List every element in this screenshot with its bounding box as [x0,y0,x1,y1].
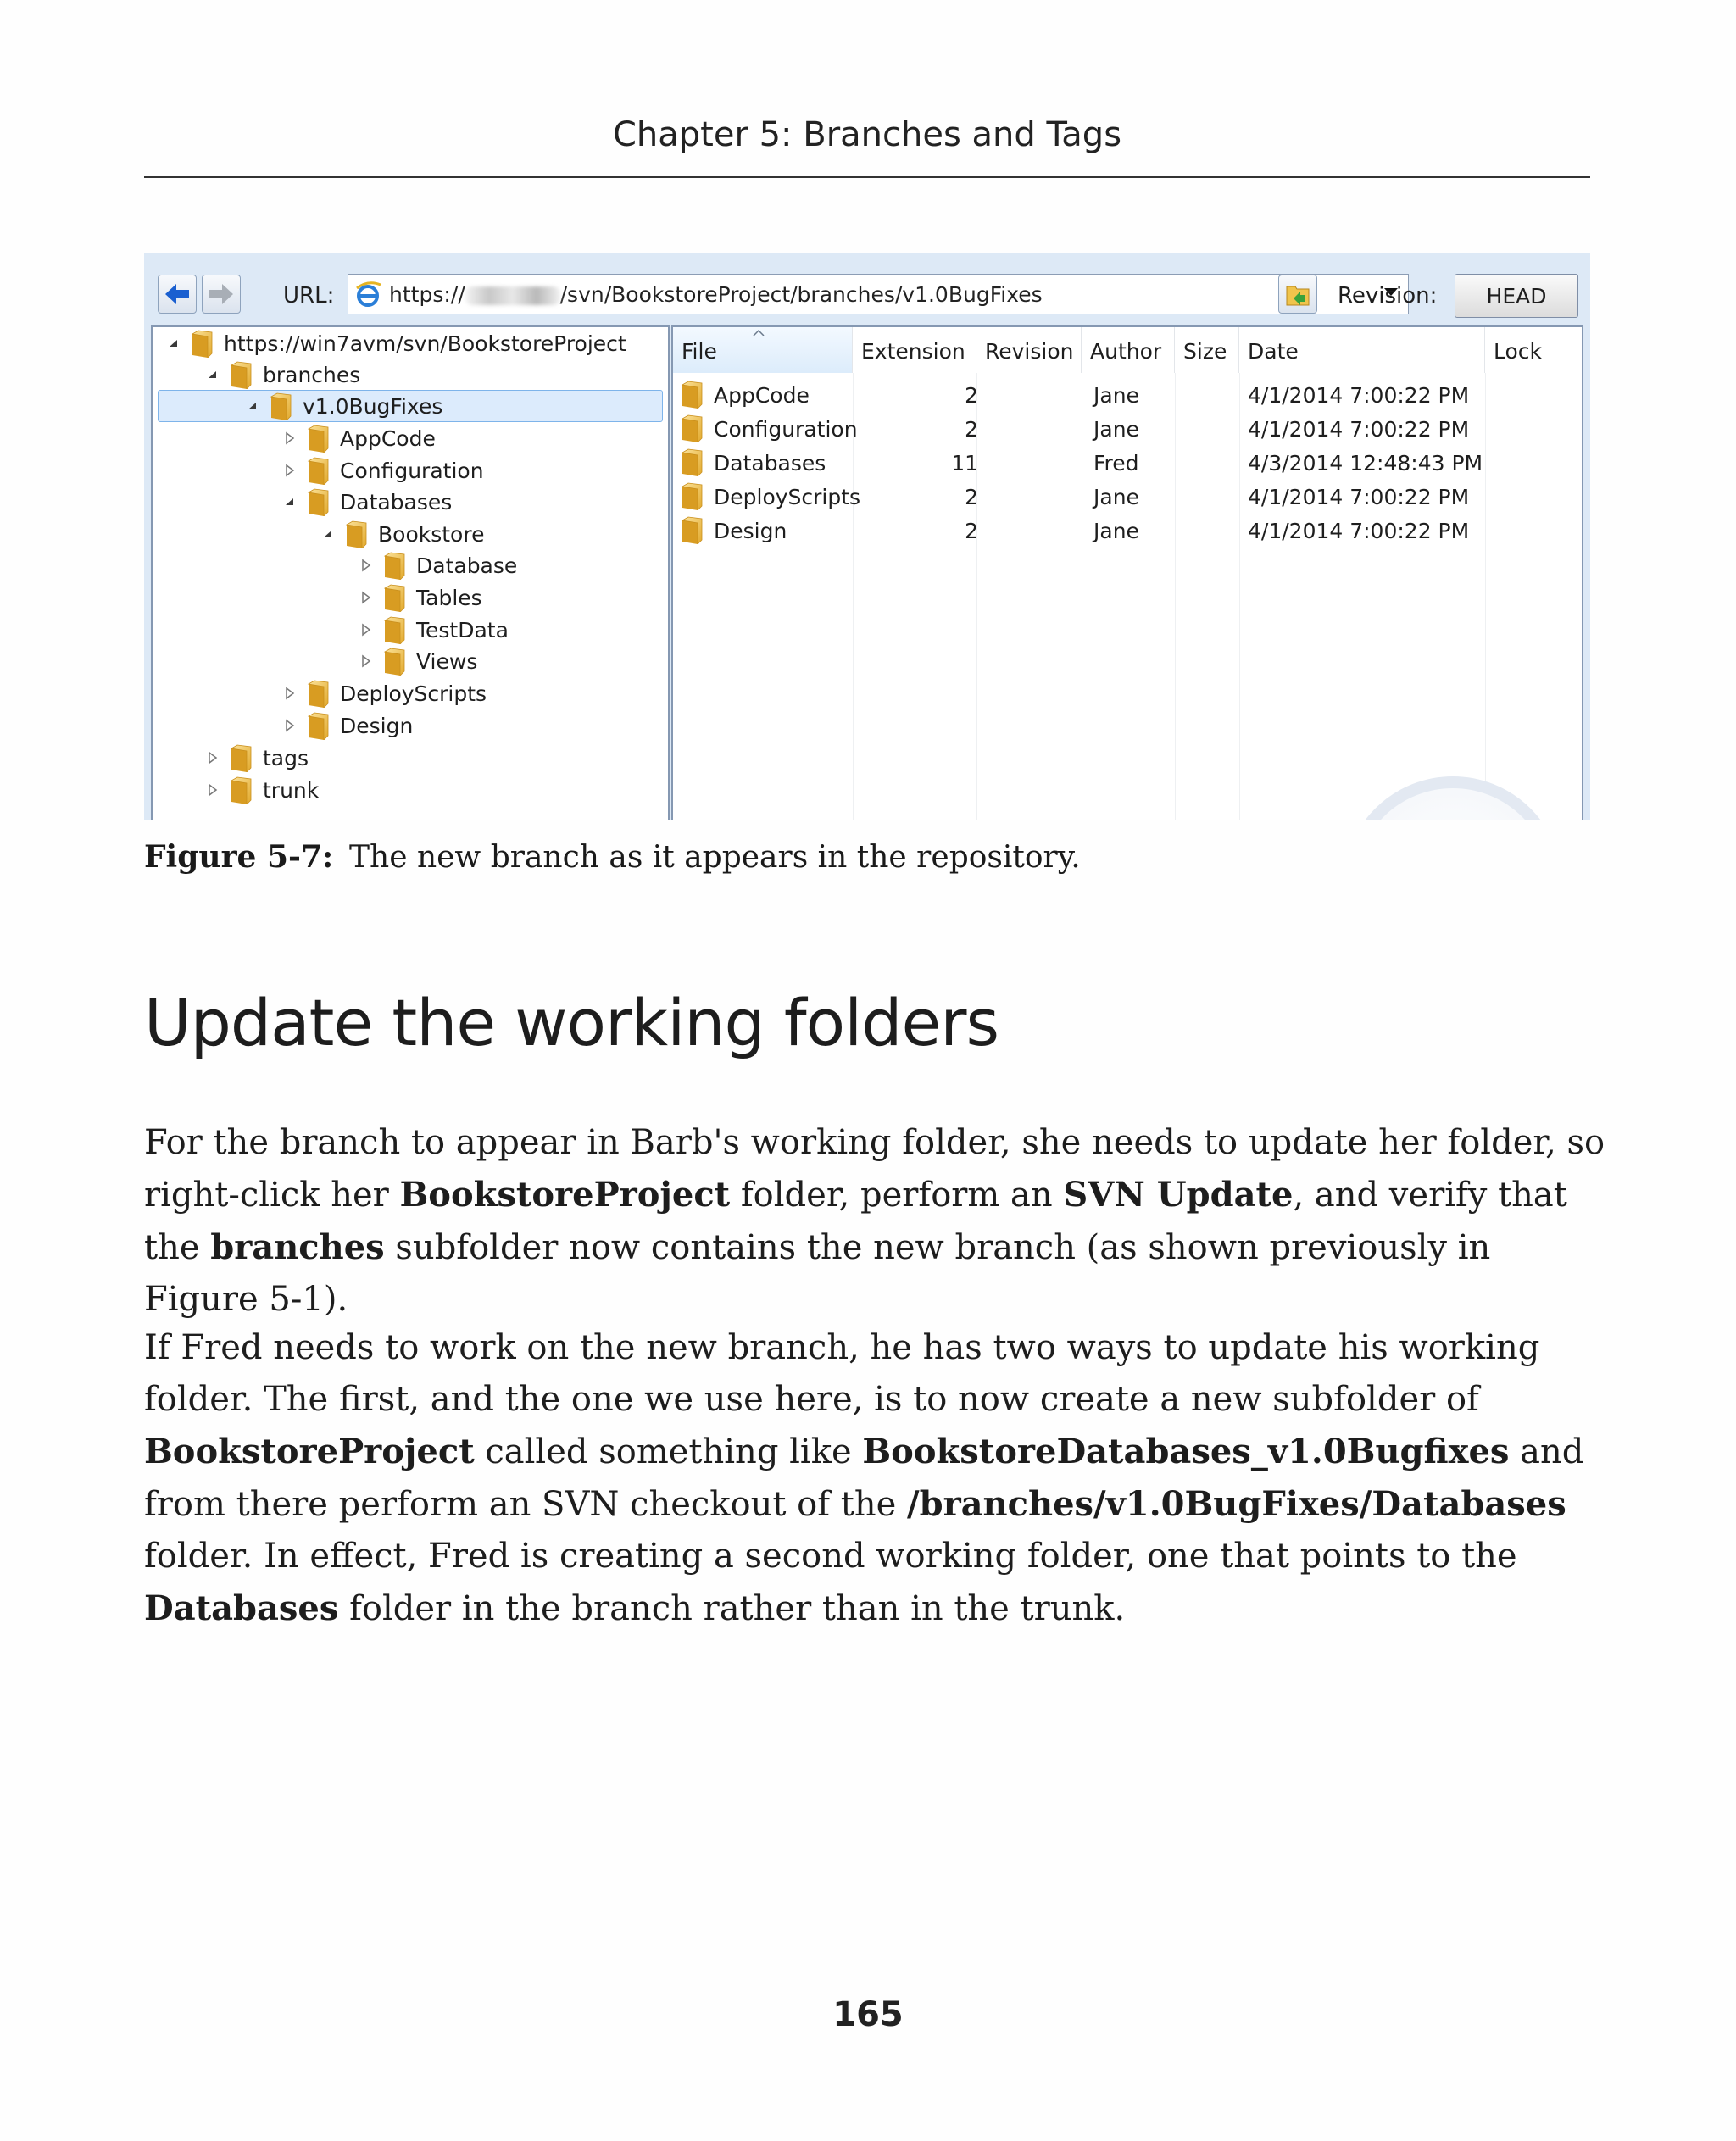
file-name: Design [714,519,787,543]
url-path: /svn/BookstoreProject/branches/v1.0BugFixes [559,281,1043,307]
file-name: DeployScripts [714,485,861,509]
forward-button[interactable] [202,275,241,314]
url-label: URL: [283,283,335,309]
folder-arrow-icon [1283,280,1312,309]
file-row-deployscripts[interactable] [673,480,1582,514]
bold-term: BookstoreProject [144,1432,475,1471]
file-name: AppCode [714,383,810,408]
collapsed-triangle-icon[interactable] [284,718,296,733]
file-revision: 2 [965,417,978,442]
folder-icon [382,583,408,612]
url-text [389,282,1043,307]
text-run: folder. In effect, Fred is creating a second working folder, one that points to the [144,1537,1517,1576]
toolbar [144,271,1590,320]
text-run: folder, perform an [730,1176,1064,1215]
collapsed-triangle-icon[interactable] [360,653,372,669]
tree-item-deployscripts[interactable] [153,677,487,709]
folder-icon [382,615,408,644]
expanded-triangle-icon[interactable] [247,398,259,414]
column-header-lock[interactable]: Lock [1494,339,1543,364]
tree-item-database[interactable] [153,549,517,581]
collapsed-triangle-icon[interactable] [284,431,296,446]
forward-arrow-icon [208,282,235,306]
collapsed-triangle-icon[interactable] [207,750,219,765]
collapsed-triangle-icon[interactable] [207,782,219,798]
tree-label: Database [416,553,518,578]
folder-icon [190,329,215,358]
repo-browser-screenshot [144,253,1590,820]
collapsed-triangle-icon[interactable] [360,590,372,605]
text-run: and from there perform an SVN checkout of the [144,1432,1584,1524]
tree-item-views[interactable] [153,645,477,677]
running-head: Chapter 5: Branches and Tags [612,115,1122,154]
tree-label: Views [416,648,478,674]
folder-icon [306,487,331,516]
tree-item-root[interactable] [153,327,626,359]
text-run: folder in the branch rather than in the trunk. [338,1589,1126,1628]
folder-icon [382,551,408,580]
column-header-file[interactable] [673,327,853,373]
body-paragraph-2 [144,1322,1611,1635]
file-author: Jane [1093,417,1139,442]
bold-term: branches [210,1227,385,1267]
folder-icon [306,679,331,708]
back-arrow-icon [164,282,191,306]
folder-icon [680,380,705,409]
tree-label: branches [263,362,361,387]
expanded-triangle-icon[interactable] [168,336,180,351]
tree-label: Bookstore [378,521,485,547]
caption-text: The new branch as it appears in the repository. [349,840,1081,875]
file-date: 4/1/2014 7:00:22 PM [1248,519,1470,543]
file-row-databases[interactable] [673,446,1582,480]
expanded-triangle-icon[interactable] [322,526,334,542]
file-revision: 2 [965,485,978,509]
file-date: 4/1/2014 7:00:22 PM [1248,417,1470,442]
tree-label: Tables [416,585,482,610]
expanded-triangle-icon[interactable] [207,367,219,382]
collapsed-triangle-icon[interactable] [284,686,296,701]
tree-label: v1.0BugFixes [303,393,443,419]
caption-label: Figure 5-7: [144,839,334,875]
collapsed-triangle-icon[interactable] [360,558,372,573]
tree-label: AppCode [340,425,436,451]
tree-item-trunk[interactable] [153,774,319,806]
bold-term: /branches/v1.0BugFixes/Databases [906,1484,1566,1524]
folder-icon [229,776,254,804]
bold-term: BookstoreDatabases_v1.0Bugfixes [862,1432,1510,1471]
tree-item-configuration[interactable] [153,454,484,487]
file-date: 4/1/2014 7:00:22 PM [1248,383,1470,408]
body-paragraph-1 [144,1117,1611,1326]
tree-item-testdata[interactable] [153,614,509,646]
url-prefix: https:// [389,281,465,307]
file-list [671,325,1583,820]
file-author: Jane [1093,485,1139,509]
tree-item-databases[interactable] [153,486,452,518]
section-title: Update the working folders [144,985,999,1060]
text-run: , and verify that the [144,1176,1567,1267]
file-date: 4/1/2014 7:00:22 PM [1248,485,1470,509]
expanded-triangle-icon[interactable] [284,494,296,509]
revision-label: Revision: [1338,283,1438,309]
column-header-author[interactable]: Author [1082,327,1175,373]
bold-term: SVN Update [1063,1175,1294,1215]
text-run: For the branch to appear in Barb's working folder, she needs to update her folder, so right-click her [144,1123,1605,1215]
folder-icon [229,360,254,389]
folder-icon [680,515,705,544]
column-header-revision[interactable]: Revision [976,327,1082,373]
tree-label: tags [263,745,309,770]
column-header-size[interactable]: Size [1175,327,1239,373]
repository-tree [151,325,670,820]
file-name: Databases [714,451,826,475]
folder-icon [229,743,254,772]
file-row-design[interactable] [673,514,1582,548]
figure-caption [144,839,1081,875]
tree-item-bookstore[interactable] [153,518,484,550]
folder-icon [306,711,331,740]
page-number: 165 [832,1995,904,2034]
bold-term: BookstoreProject [399,1175,731,1215]
file-row-configuration[interactable] [673,412,1582,446]
tree-label: DeployScripts [340,681,487,706]
file-author: Jane [1093,519,1139,543]
text-run: called something like [474,1432,863,1471]
pick-revision-button[interactable] [1278,275,1317,314]
tree-label: https://win7avm/svn/BookstoreProject [224,331,626,356]
column-label: File [682,339,717,364]
collapsed-triangle-icon[interactable] [360,622,372,637]
collapsed-triangle-icon[interactable] [284,463,296,478]
revision-head-button[interactable]: HEAD [1455,274,1578,318]
watermark-logo [1343,776,1563,820]
file-date: 4/3/2014 12:48:43 PM [1248,451,1483,475]
ie-icon [353,280,382,309]
column-header-date[interactable]: Date [1239,327,1485,373]
tree-label: TestData [416,617,509,642]
file-author: Jane [1093,383,1139,408]
sort-ascending-icon [753,330,765,336]
redacted-host [465,286,560,305]
tree-item-appcode[interactable] [153,422,436,454]
tree-label: Design [340,713,414,738]
folder-icon [680,414,705,442]
file-name: Configuration [714,417,858,442]
folder-icon [306,424,331,453]
back-button[interactable] [158,275,197,314]
folder-icon [269,392,294,420]
file-revision: 11 [951,451,978,475]
file-author: Fred [1093,451,1139,475]
bold-term: Databases [144,1588,339,1628]
tree-item-tables[interactable] [153,581,482,614]
folder-icon [680,448,705,476]
text-run: If Fred needs to work on the new branch, he has two ways to update his working folder. The first, and the one we use here, is to now create a new subfolder of [144,1328,1540,1419]
file-revision: 2 [965,519,978,543]
header-rule [144,176,1590,178]
tree-item-branches[interactable] [153,359,360,391]
folder-icon [306,456,331,485]
tree-label: Configuration [340,458,484,483]
file-revision: 2 [965,383,978,408]
tree-label: trunk [263,777,320,803]
column-header-extension[interactable]: Extension [853,327,976,373]
text-run: subfolder now contains the new branch (as shown previously in Figure 5-1). [144,1228,1491,1319]
tree-item-v1-0bugfixes[interactable] [158,390,663,422]
tree-item-design[interactable] [153,709,413,742]
folder-icon [680,481,705,510]
tree-label: Databases [340,489,453,514]
file-row-appcode[interactable] [673,378,1582,412]
folder-icon [344,520,370,548]
tree-item-tags[interactable] [153,742,309,774]
folder-icon [382,647,408,676]
url-input[interactable] [348,274,1409,314]
